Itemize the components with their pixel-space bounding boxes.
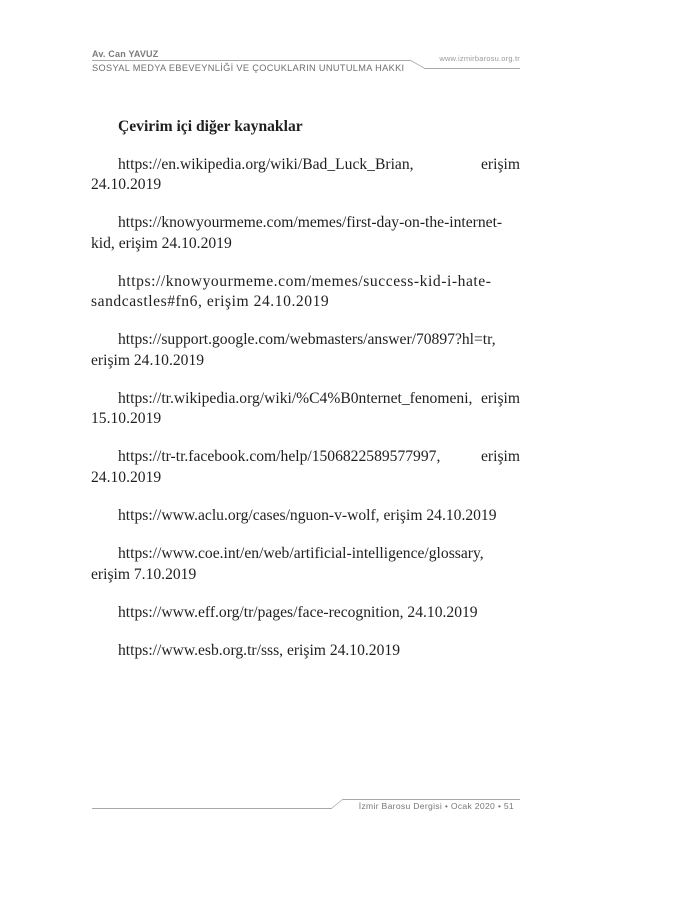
reference-item: https://en.wikipedia.org/wiki/Bad_Luck_Brian, erişim 24.10.2019 xyxy=(91,155,520,193)
reference-item: https://www.esb.org.tr/sss, erişim 24.10.2019 xyxy=(118,641,400,659)
reference-item: https://www.coe.int/en/web/artificial-intelligence/glossary, erişim 7.10.2019 xyxy=(91,545,484,583)
page-number: 51 xyxy=(503,801,514,811)
reference-item: https://tr.wikipedia.org/wiki/%C4%B0nternet_fenomeni, erişim 15.10.2019 xyxy=(91,389,520,428)
reference-item: https://knowyourmeme.com/memes/first-day-on-the-internet-kid, erişim 24.10.2019 xyxy=(91,214,503,252)
running-header xyxy=(92,49,520,77)
page-body xyxy=(91,117,520,679)
footer-separator: • xyxy=(497,801,502,811)
reference-item: https://www.eff.org/tr/pages/face-recognition, 24.10.2019 xyxy=(118,603,478,621)
issue-date: Ocak 2020 xyxy=(450,801,496,811)
reference-item: https://knowyourmeme.com/memes/success-kid-i-hate-sandcastles#fn6, erişim 24.10.2019 xyxy=(91,272,492,311)
reference-item: https://tr-tr.facebook.com/help/1506822589577997, erişim 24.10.2019 xyxy=(91,448,520,486)
footer-rule-right xyxy=(343,799,520,800)
section-heading: Çevirim içi diğer kaynaklar xyxy=(118,118,303,135)
header-website: www.izmirbarosu.org.tr xyxy=(439,54,520,63)
reference-item: https://www.aclu.org/cases/nguon-v-wolf, erişim 24.10.2019 xyxy=(118,507,497,525)
reference-list xyxy=(91,155,520,662)
footer-rule-slant xyxy=(332,799,344,809)
running-footer xyxy=(92,798,520,814)
author-name: Av. Can YAVUZ xyxy=(92,49,159,59)
header-rule xyxy=(92,60,410,61)
footer-rule xyxy=(92,808,332,809)
header-rule-right xyxy=(424,68,520,69)
footer-citation xyxy=(359,801,514,811)
journal-name: İzmir Barosu Dergisi xyxy=(358,801,443,811)
reference-item: https://support.google.com/webmasters/answer/70897?hl=tr, erişim 24.10.2019 xyxy=(91,331,496,369)
article-title: SOSYAL MEDYA EBEVEYNLİĞİ VE ÇOCUKLARIN UNUTULMA HAKKI xyxy=(92,63,405,73)
footer-separator: • xyxy=(444,801,449,811)
